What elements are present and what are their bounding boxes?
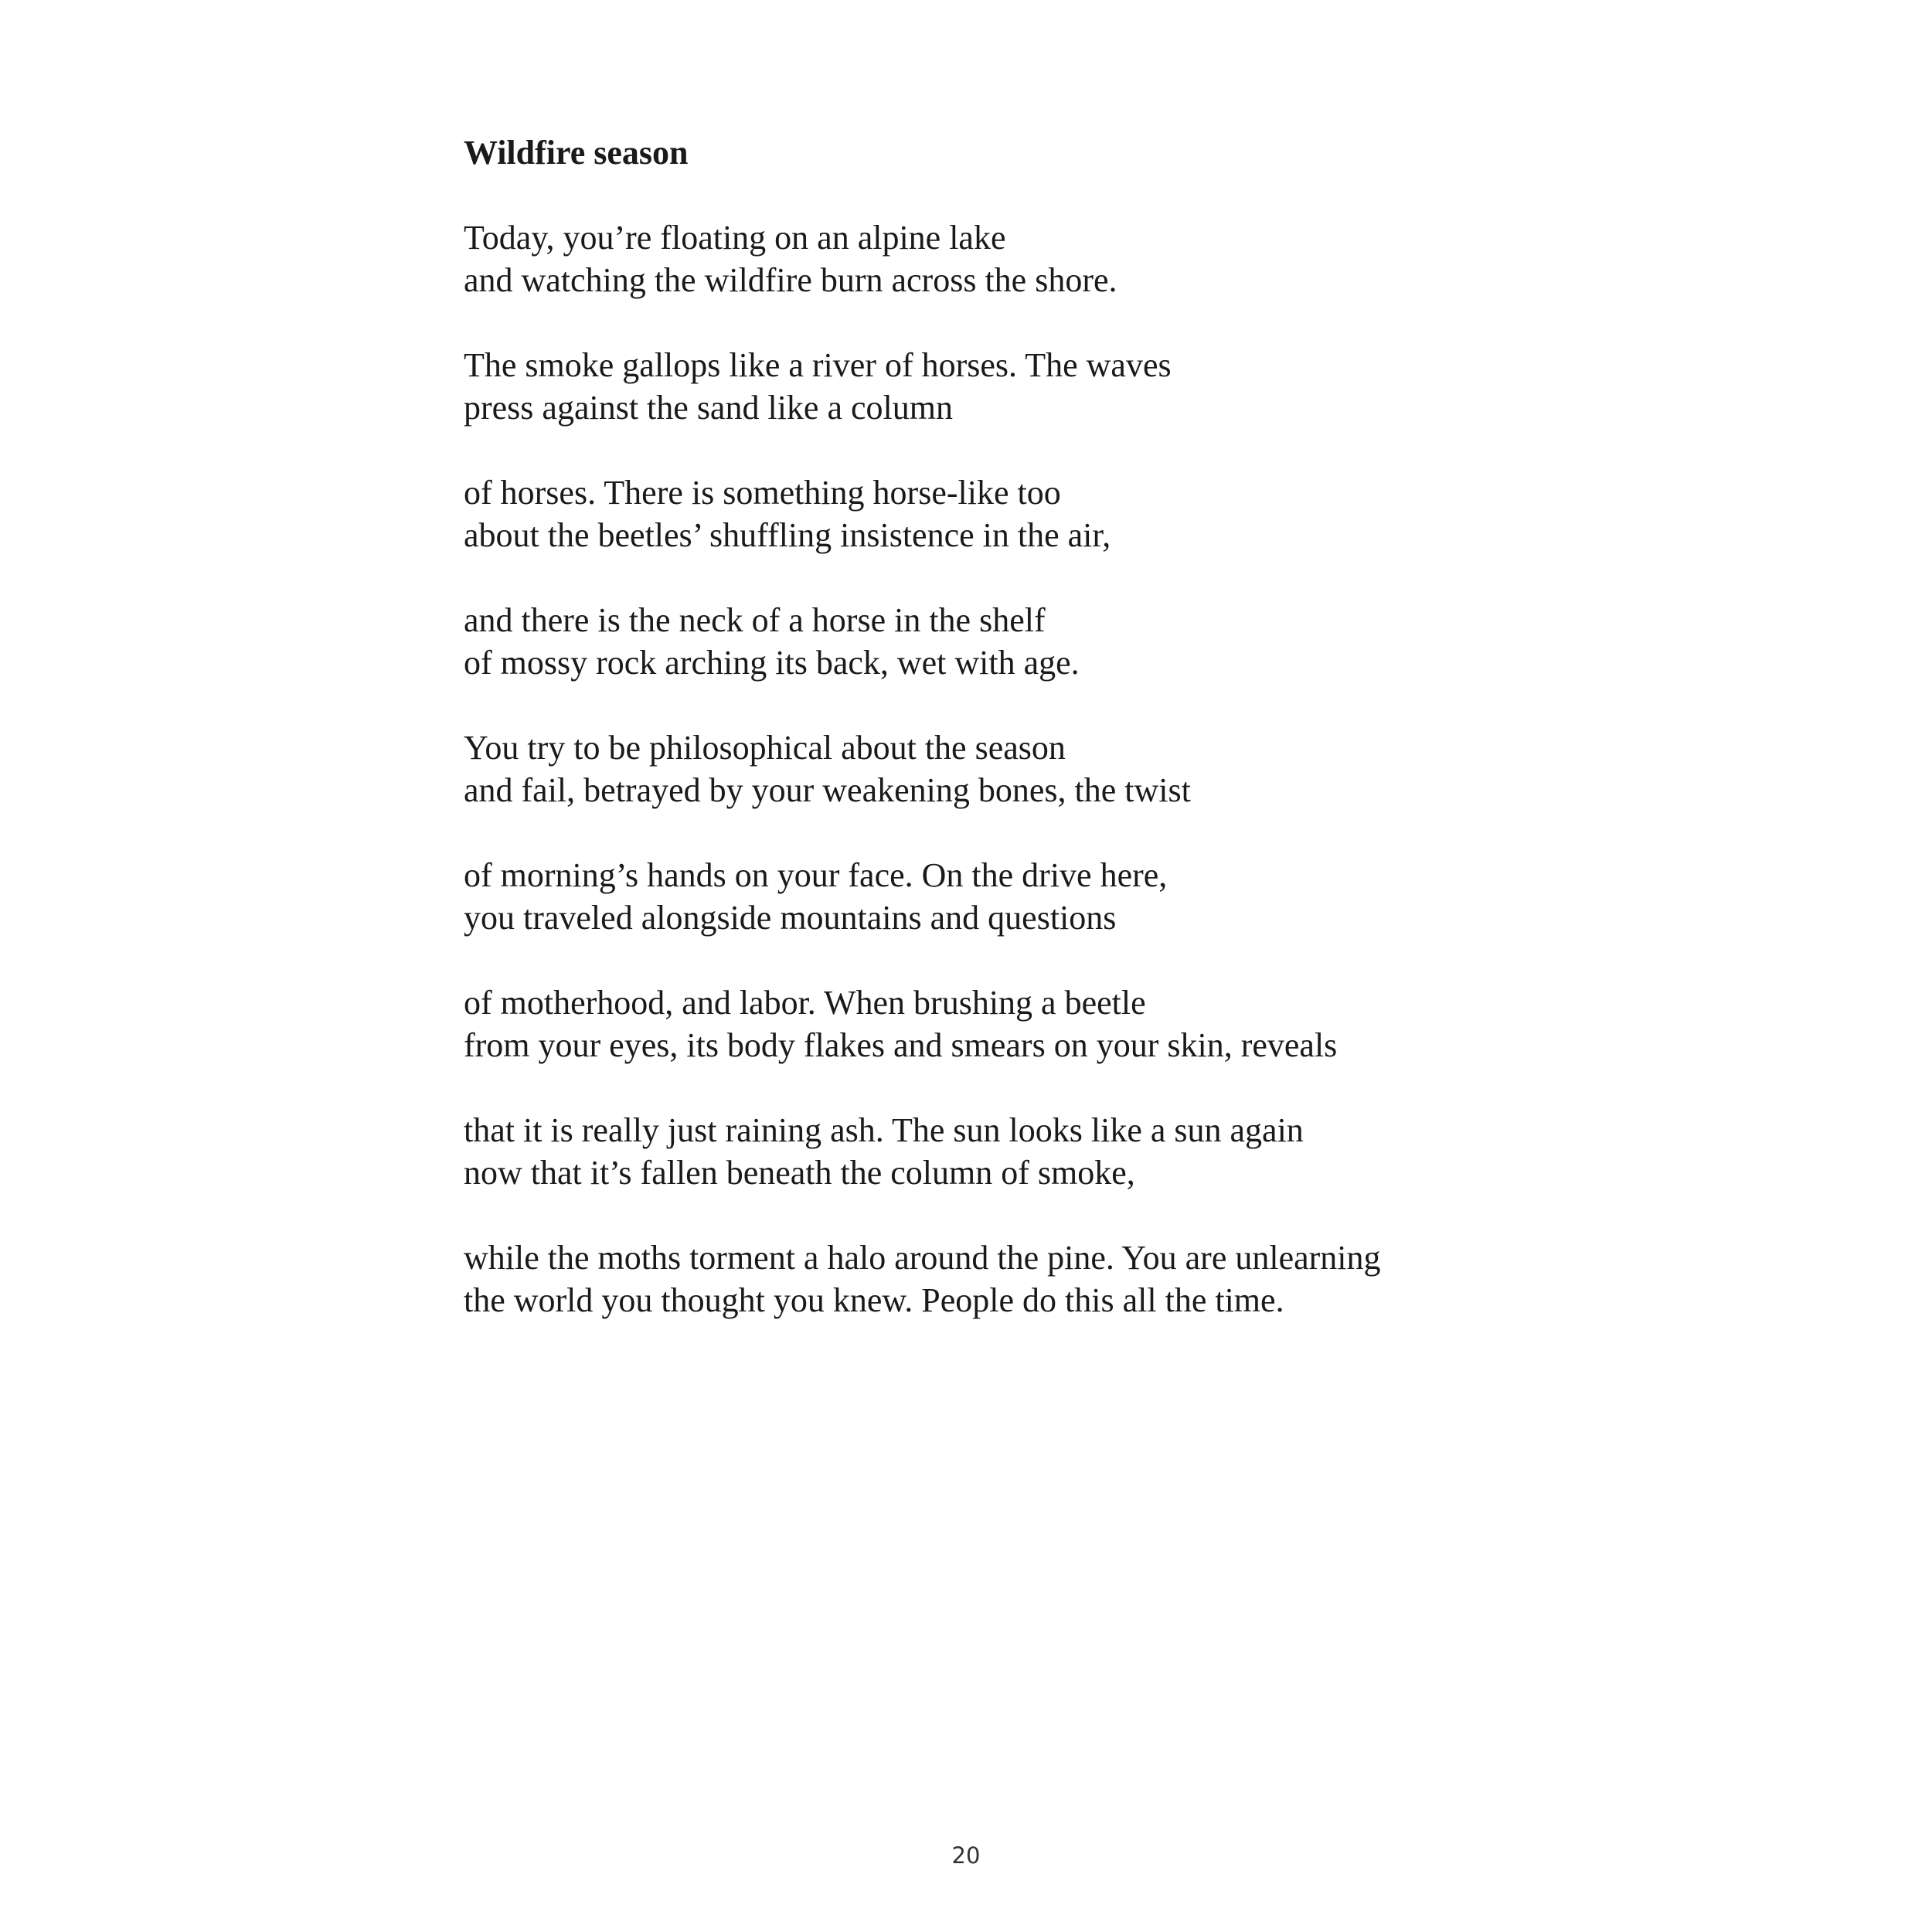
poem-line: of horses. There is something horse-like too — [464, 474, 1061, 512]
poem-line: of motherhood, and labor. When brushing a beetle — [464, 984, 1146, 1022]
poem-line: the world you thought you knew. People do this all the time. — [464, 1281, 1284, 1319]
poem-title: Wildfire season — [464, 134, 689, 172]
stanza — [464, 1236, 1623, 1321]
poem — [464, 131, 1623, 1364]
poem-line: you traveled alongside mountains and questions — [464, 899, 1117, 937]
poem-line: about the beetles’ shuffling insistence in the air, — [464, 516, 1111, 554]
poem-line: of mossy rock arching its back, wet with age. — [464, 644, 1080, 682]
poem-line: The smoke gallops like a river of horses. The waves — [464, 346, 1172, 384]
poem-line: of morning’s hands on your face. On the drive here, — [464, 856, 1168, 894]
poem-line: press against the sand like a column — [464, 389, 953, 427]
poem-line: that it is really just raining ash. The sun looks like a sun again — [464, 1111, 1304, 1149]
poem-line: while the moths torment a halo around the pine. You are unlearning — [464, 1239, 1381, 1277]
stanza — [464, 216, 1623, 301]
stanza — [464, 981, 1623, 1066]
stanza — [464, 726, 1623, 811]
poem-line: from your eyes, its body flakes and smears on your skin, reveals — [464, 1026, 1338, 1064]
stanza — [464, 344, 1623, 429]
poem-line: and watching the wildfire burn across the shore. — [464, 261, 1117, 299]
poem-line: and fail, betrayed by your weakening bones, the twist — [464, 771, 1191, 809]
page-number: 20 — [951, 1842, 981, 1869]
stanza — [464, 1109, 1623, 1194]
poem-line: and there is the neck of a horse in the shelf — [464, 601, 1046, 639]
stanza — [464, 854, 1623, 939]
stanza — [464, 599, 1623, 684]
poem-line: Today, you’re floating on an alpine lake — [464, 219, 1006, 257]
poem-line: You try to be philosophical about the season — [464, 729, 1066, 767]
stanza — [464, 471, 1623, 556]
poem-line: now that it’s fallen beneath the column of smoke, — [464, 1154, 1135, 1192]
